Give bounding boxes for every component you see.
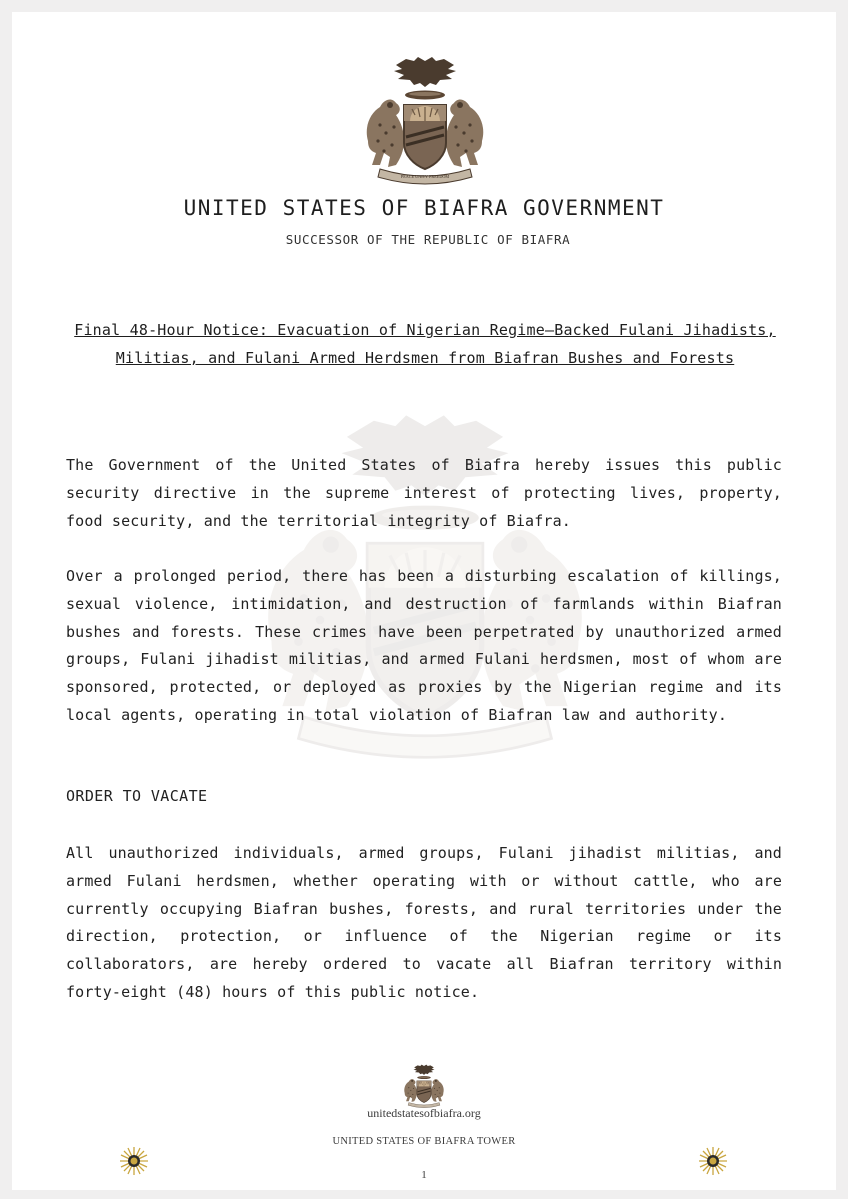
footer-tower-label: UNITED STATES OF BIAFRA TOWER xyxy=(332,1136,516,1147)
notice-title: Final 48-Hour Notice: Evacuation of Nigerian Regime–Backed Fulani Jihadists, Militias, and Fulani Armed Herdsmen from Biafran Bushes and Forests xyxy=(74,321,776,367)
seal-motto: PEACE UNITY FREEDOM xyxy=(400,174,450,179)
rising-sun-icon xyxy=(119,1146,149,1176)
order-paragraph: All unauthorized individuals, armed groups, Fulani jihadist militias, and armed Fulani herdsmen, whether operating with or without cattle, who are currently occupying Biafran bushes, forests, and rural territories under the direction, protection, or influence of the Nigerian regime or its collaborators, are hereby ordered to vacate all Biafran territory within forty-eight (48) hours of this public notice. xyxy=(66,844,782,1001)
org-subtitle: SUCCESSOR OF THE REPUBLIC OF BIAFRA xyxy=(285,232,571,247)
page-number: 1 xyxy=(421,1169,427,1181)
footer-website-link[interactable]: unitedstatesofbiafra.org xyxy=(367,1106,481,1120)
footer-coat-of-arms-icon xyxy=(402,1063,446,1109)
rising-sun-icon xyxy=(698,1146,728,1176)
org-title: UNITED STATES OF BIAFRA GOVERNMENT xyxy=(183,196,665,220)
section-heading: ORDER TO VACATE xyxy=(66,787,208,805)
coat-of-arms-icon xyxy=(360,55,490,185)
intro-paragraph: The Government of the United States of Biafra hereby issues this public security directive in the supreme interest of protecting lives, property, food security, and the territorial integrity of Biafra. xyxy=(66,456,782,530)
background-paragraph: Over a prolonged period, there has been a disturbing escalation of killings, sexual violence, intimidation, and destruction of farmlands within Biafran bushes and forests. These crimes have been perpetrated by unauthorized armed groups, Fulani jihadist militias, and armed Fulani herdsmen, most of whom are sponsored, protected, or deployed as proxies by the Nigerian regime and its local agents, operating in total violation of Biafran law and authority. xyxy=(66,567,782,724)
